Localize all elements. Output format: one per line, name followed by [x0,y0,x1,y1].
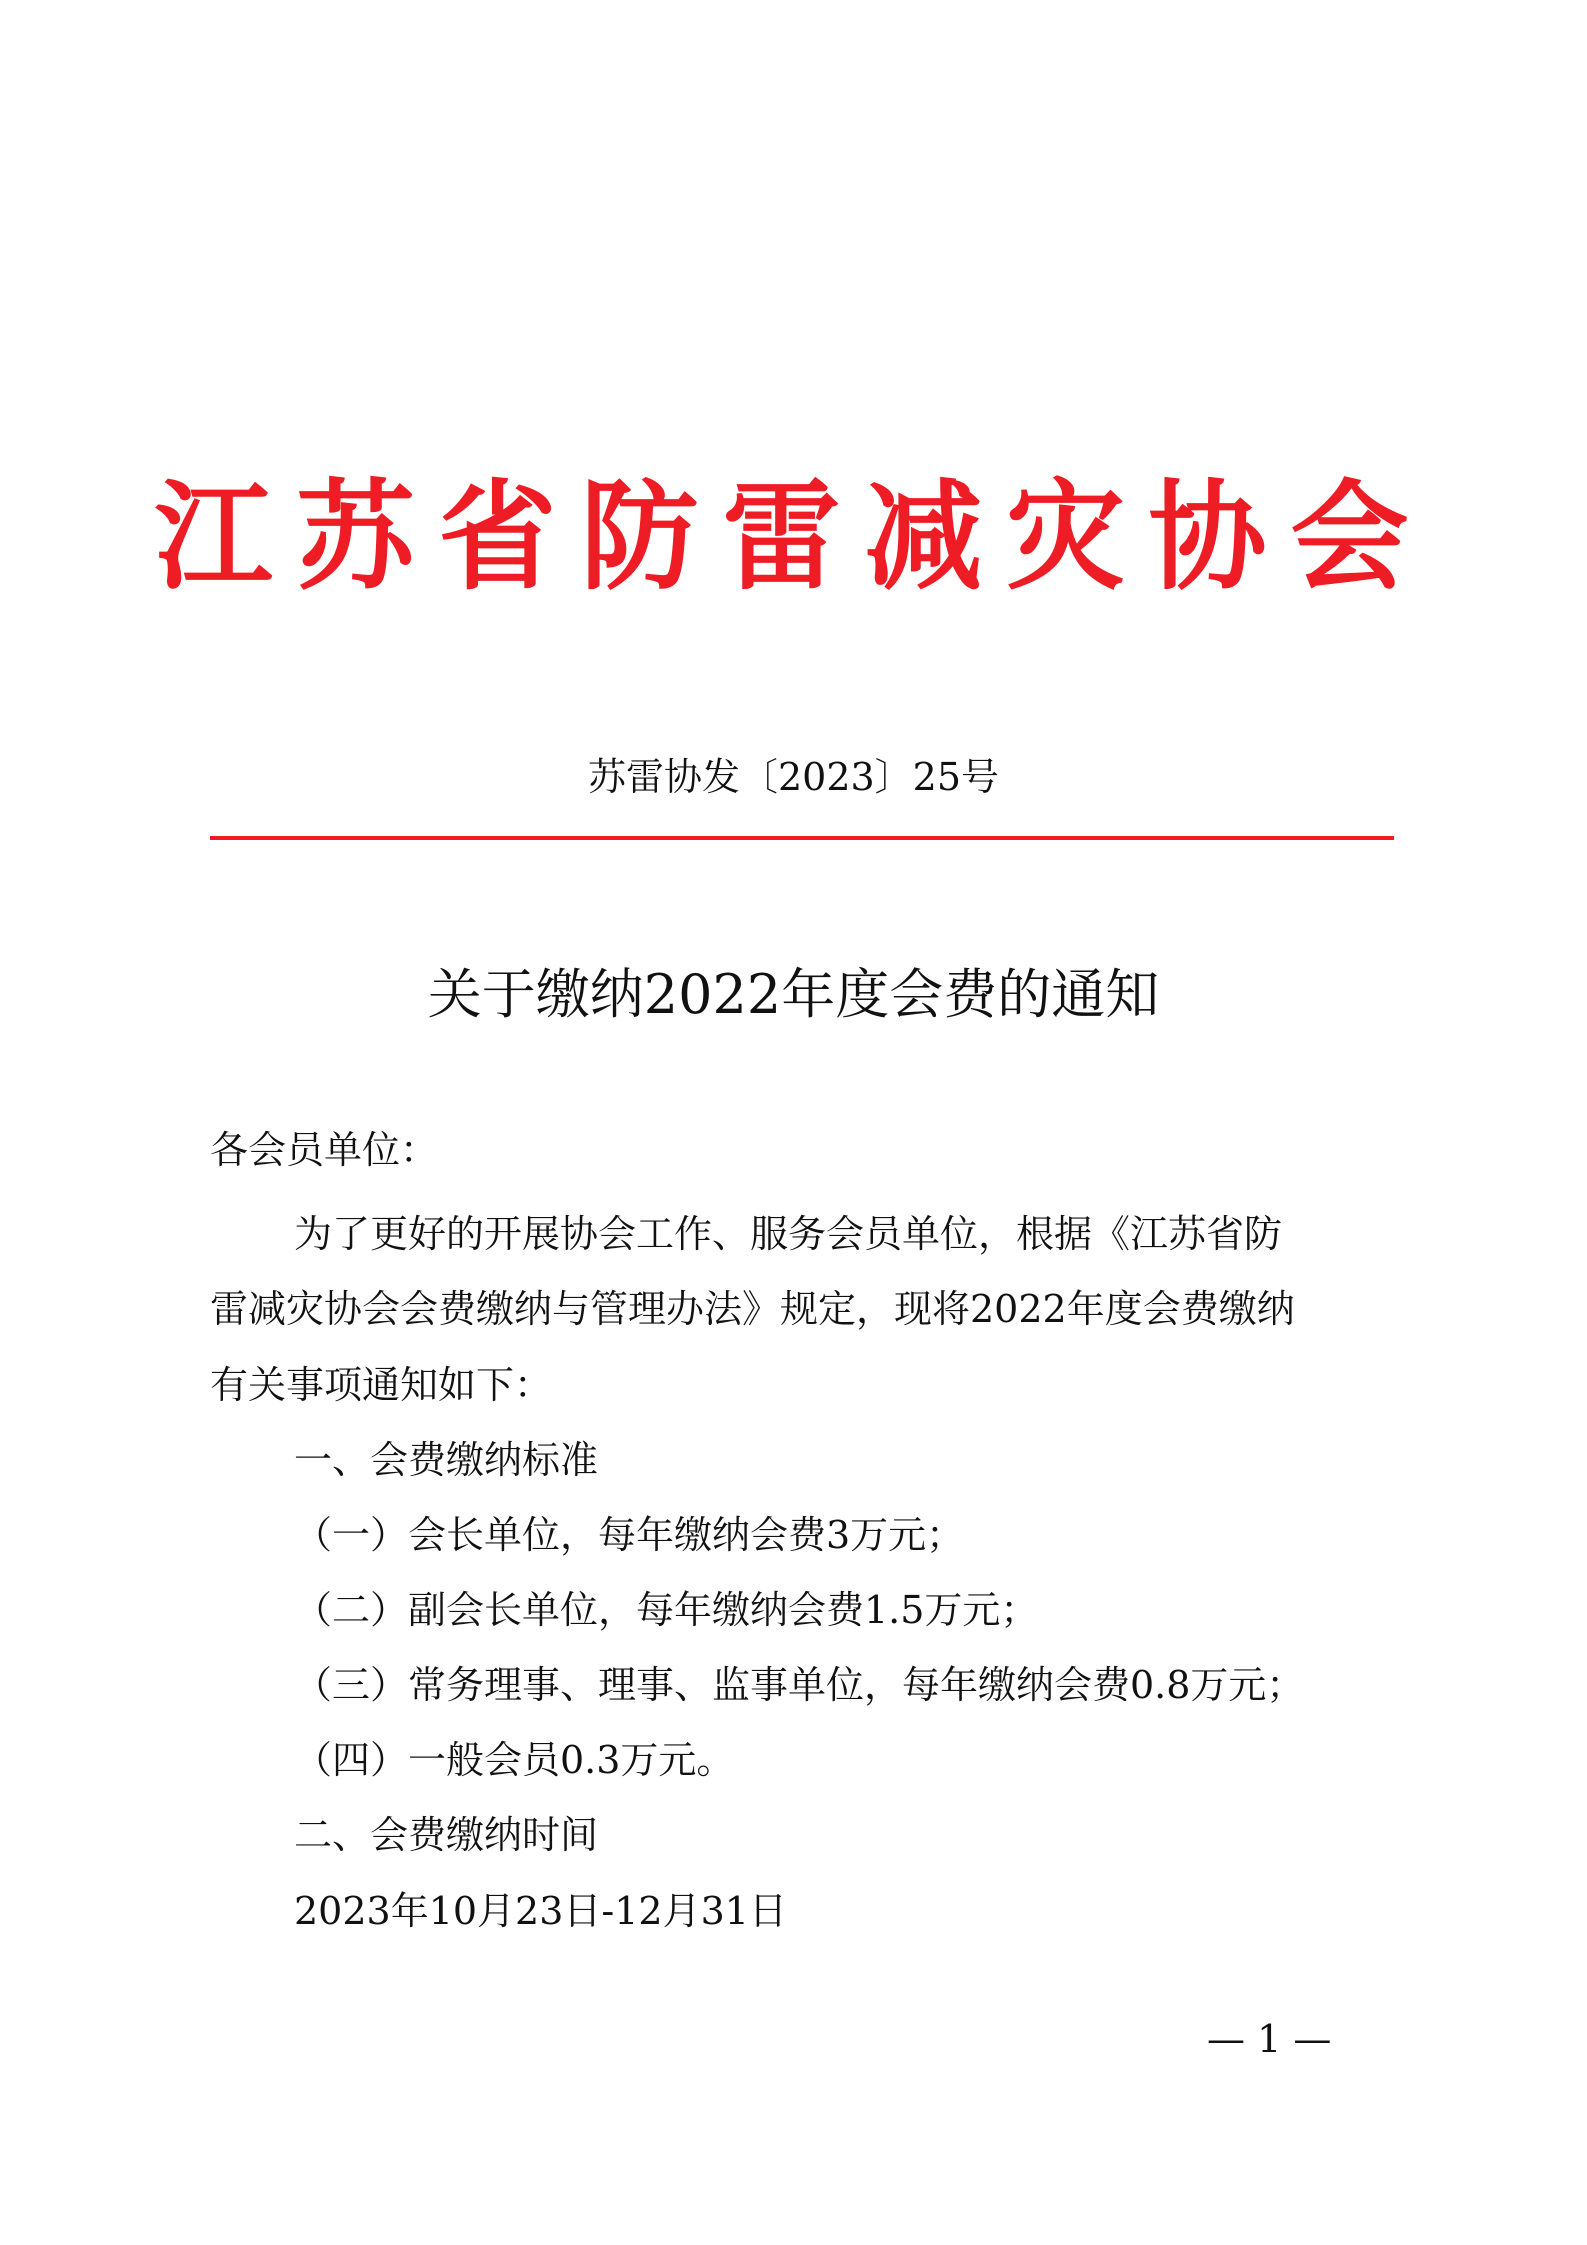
intro-line: 有关事项通知如下： [210,1363,553,1407]
fee-item: （四）一般会员0.3万元。 [294,1738,735,1782]
notice-title: 关于缴纳2022年度会费的通知 [427,963,1160,1026]
organization-masthead: 江苏省防雷减灾协会 [154,468,1433,606]
intro-line: 雷减灾协会会费缴纳与管理办法》规定，现将2022年度会费缴纳 [210,1287,1295,1331]
fee-item: （三）常务理事、理事、监事单位，每年缴纳会费0.8万元； [294,1663,1305,1707]
salutation: 各会员单位： [210,1128,439,1172]
section-heading: 二、会费缴纳时间 [294,1813,599,1857]
page-number: — 1 — [1207,2017,1332,2061]
payment-period: 2023年10月23日-12月31日 [294,1889,787,1933]
section-heading: 一、会费缴纳标准 [294,1438,599,1482]
fee-item: （一）会长单位，每年缴纳会费3万元； [294,1513,965,1557]
red-separator-line [210,836,1394,840]
fee-item: （二）副会长单位，每年缴纳会费1.5万元； [294,1588,1039,1632]
document-number: 苏雷协发〔2023〕25号 [587,755,1000,799]
intro-line: 为了更好的开展协会工作、服务会员单位，根据《江苏省防 [294,1212,1283,1256]
